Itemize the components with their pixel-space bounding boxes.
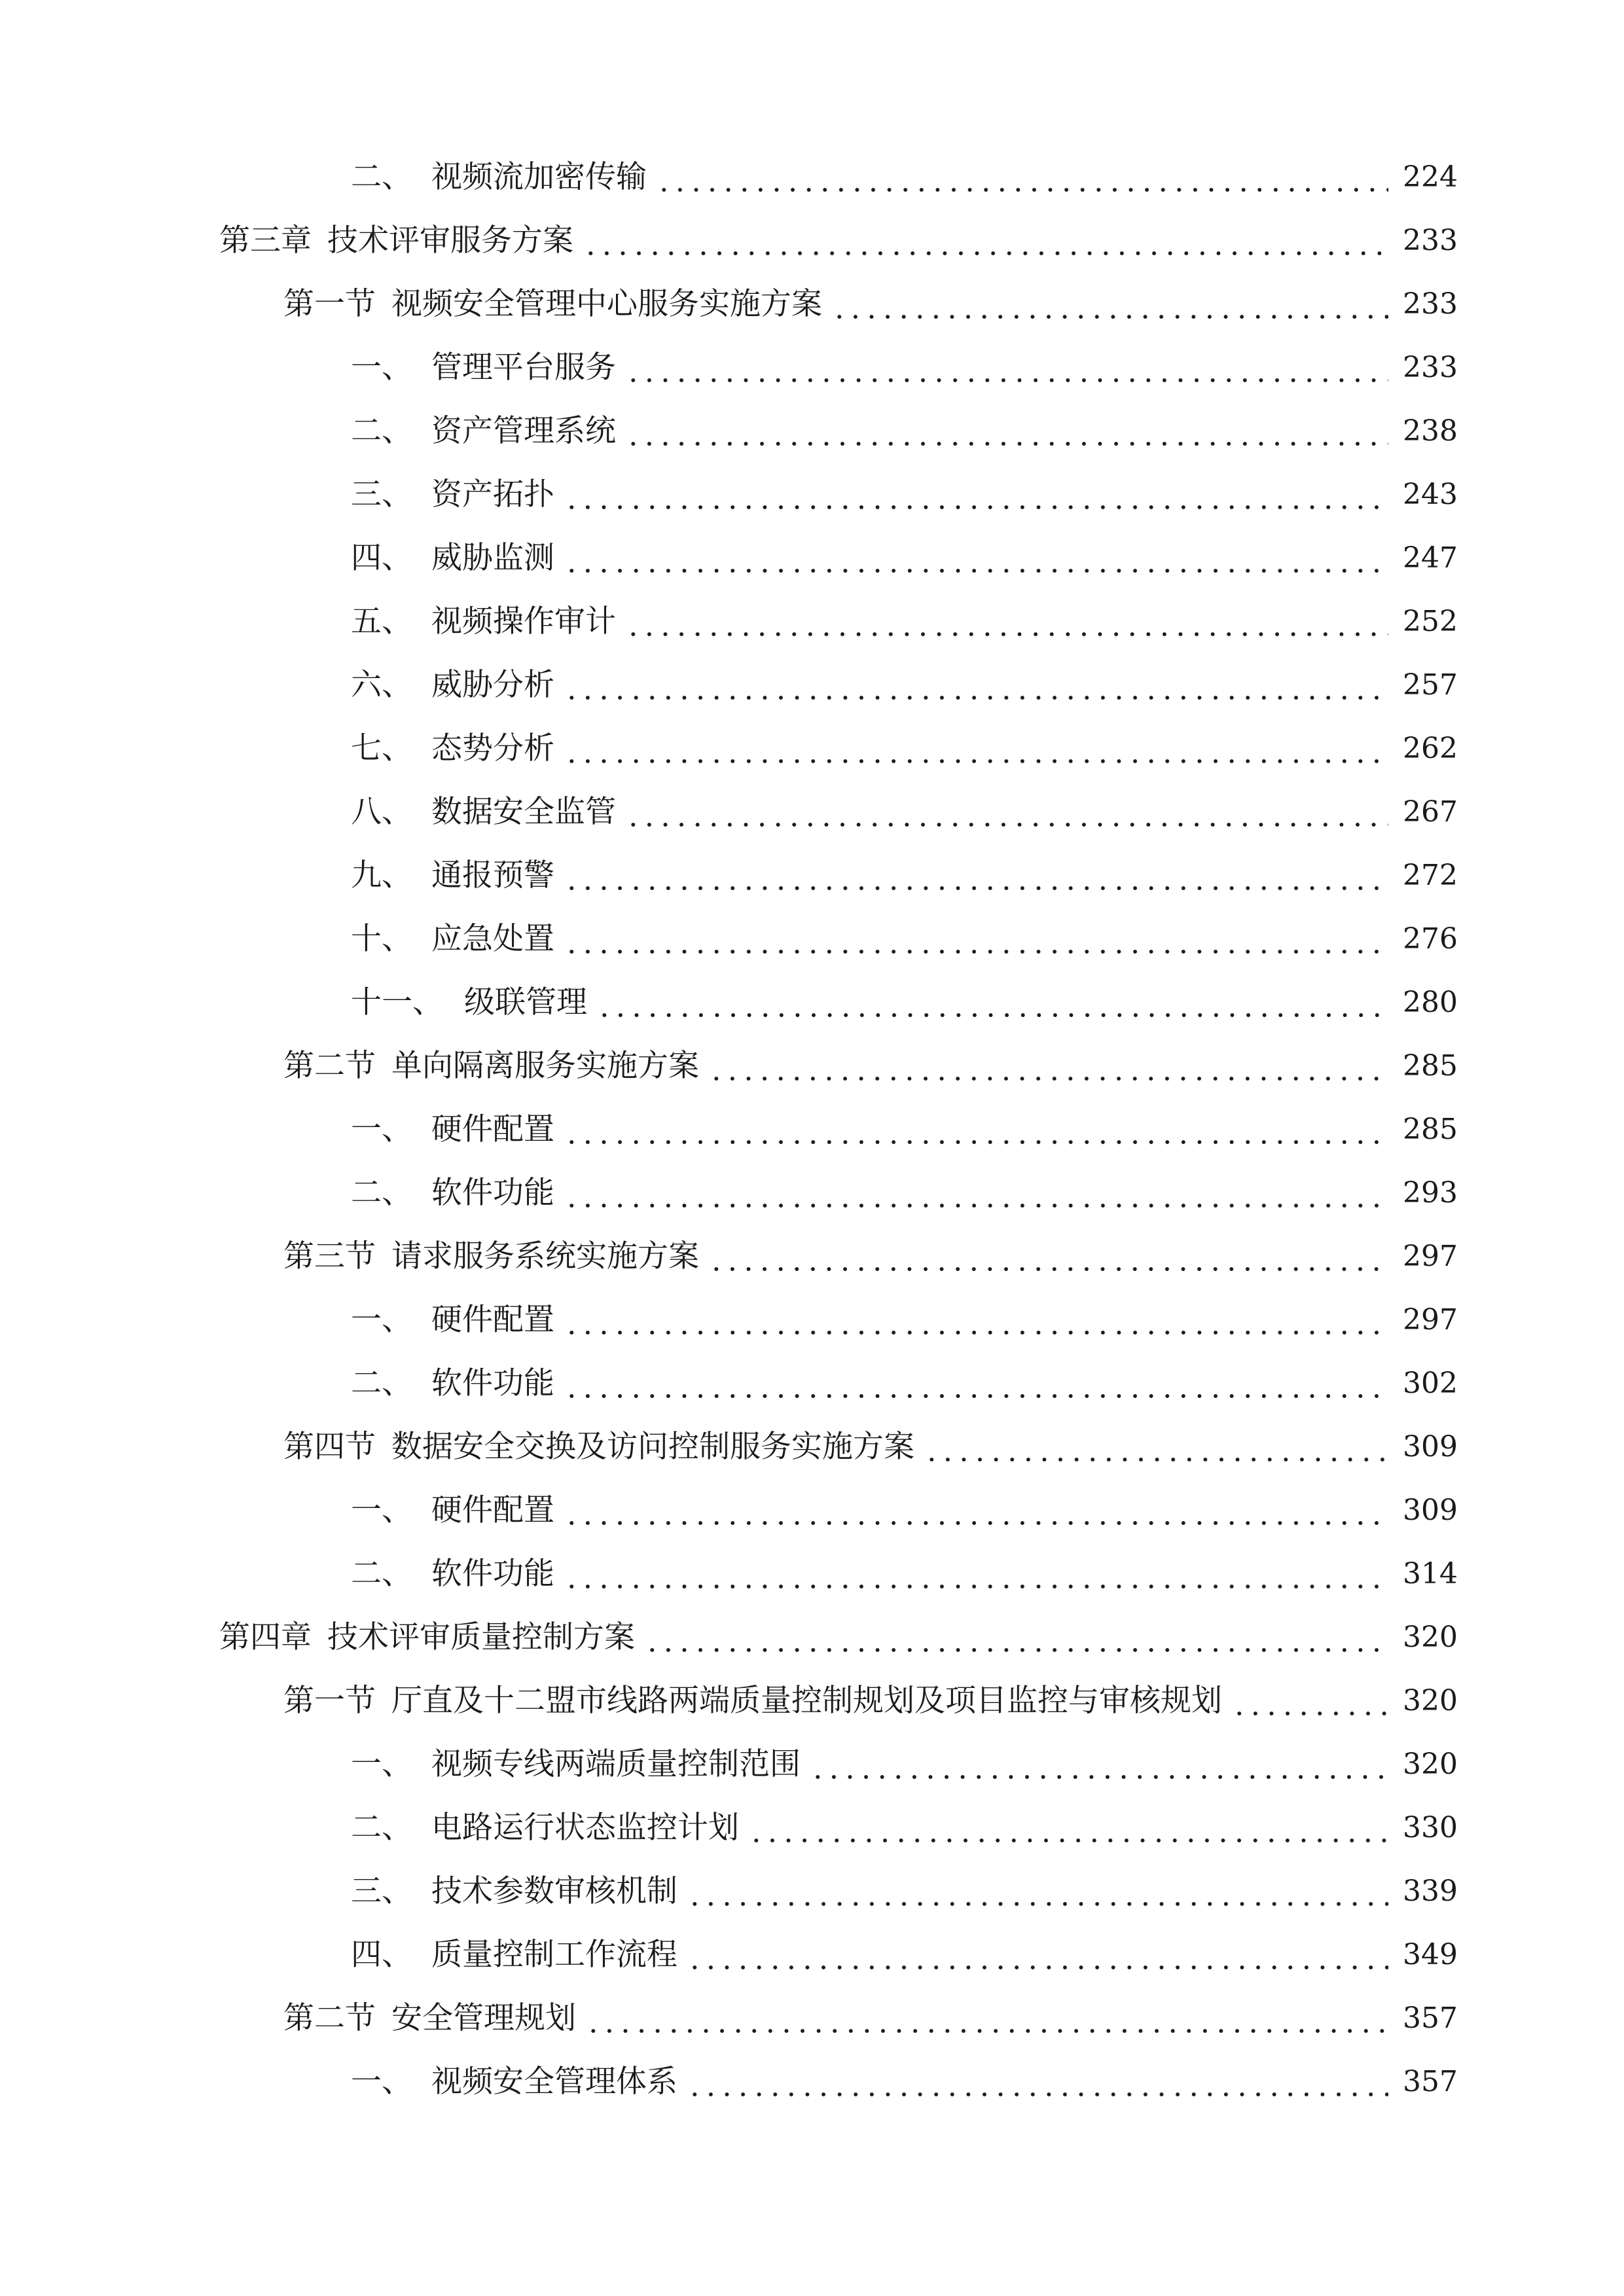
toc-entry-content [351, 1859, 1458, 1923]
toc-entry-content [351, 971, 1458, 1034]
toc-entry-page-number: 314 [1403, 1557, 1458, 1590]
toc-entry[interactable] [0, 1669, 1624, 1732]
toc-entry-title: 视频安全管理中心服务实施方案 [391, 286, 822, 322]
toc-entry-title: 态势分析 [431, 730, 554, 766]
toc-entry-number: 第三节 [283, 1238, 376, 1274]
toc-entry-page-number: 267 [1403, 795, 1458, 829]
toc-entry-title: 视频安全管理体系 [431, 2064, 677, 2100]
toc-entry-content [351, 907, 1458, 971]
toc-dot-leader [810, 1732, 1388, 1796]
toc-entry-content [351, 1542, 1458, 1605]
toc-entry[interactable] [0, 971, 1624, 1034]
toc-entry-number: 七、 [351, 730, 412, 766]
toc-entry-content [351, 1098, 1458, 1161]
toc-entry-page-number: 309 [1403, 1430, 1458, 1463]
toc-entry-number: 第一节 [283, 1683, 376, 1719]
toc-entry-number: 第二节 [283, 1048, 376, 1084]
toc-entry-number: 三、 [351, 476, 412, 512]
toc-entry[interactable] [0, 1288, 1624, 1352]
toc-entry-page-number: 330 [1403, 1811, 1458, 1844]
toc-entry-number: 八、 [351, 794, 412, 830]
toc-entry-title: 视频专线两端质量控制范围 [431, 1746, 801, 1782]
toc-entry-number: 二、 [351, 1810, 412, 1846]
toc-entry[interactable] [0, 1986, 1624, 2050]
toc-entry-page-number: 233 [1403, 224, 1458, 257]
toc-dot-leader [625, 399, 1388, 463]
toc-dot-leader [564, 1161, 1388, 1225]
toc-entry-title: 硬件配置 [431, 1302, 554, 1338]
toc-entry-content [351, 1732, 1458, 1796]
toc-dot-leader [687, 2050, 1388, 2113]
toc-entry-page-number: 320 [1403, 1684, 1458, 1717]
toc-entry-title: 电路运行状态监控计划 [431, 1810, 739, 1846]
toc-entry-title: 管理平台服务 [431, 350, 616, 386]
toc-entry-title: 硬件配置 [431, 1111, 554, 1147]
toc-dot-leader [1231, 1669, 1388, 1732]
toc-entry[interactable] [0, 1923, 1624, 1986]
toc-entry-title: 视频操作审计 [431, 603, 616, 639]
toc-dot-leader [564, 907, 1388, 971]
toc-entry-content [351, 399, 1458, 463]
toc-entry[interactable] [0, 780, 1624, 844]
toc-entry-number: 一、 [351, 1111, 412, 1147]
toc-entry-title: 软件功能 [431, 1175, 554, 1211]
toc-dot-leader [625, 590, 1388, 653]
toc-dot-leader [564, 1288, 1388, 1352]
toc-entry-content [351, 463, 1458, 526]
toc-entry-title: 资产管理系统 [431, 413, 616, 449]
toc-entry-page-number: 357 [1403, 2065, 1458, 2098]
toc-entry-title: 级联管理 [464, 984, 587, 1020]
toc-entry-title: 单向隔离服务实施方案 [391, 1048, 699, 1084]
toc-entry-content [351, 336, 1458, 399]
toc-entry-number: 二、 [351, 413, 412, 449]
toc-dot-leader [564, 526, 1388, 590]
toc-entry-content [283, 1669, 1458, 1732]
toc-dot-leader [708, 1034, 1388, 1098]
toc-dot-leader [924, 1415, 1388, 1479]
toc-entry-page-number: 293 [1403, 1176, 1458, 1210]
toc-entry-number: 第四章 [219, 1619, 312, 1655]
toc-entry-number: 一、 [351, 350, 412, 386]
toc-entry[interactable] [0, 1605, 1624, 1669]
toc-dot-leader [596, 971, 1388, 1034]
toc-entry-title: 应急处置 [431, 921, 554, 957]
toc-entry[interactable] [0, 1352, 1624, 1415]
toc-dot-leader [748, 1796, 1388, 1859]
toc-entry-title: 数据安全交换及访问控制服务实施方案 [391, 1429, 914, 1465]
toc-entry-title: 技术评审服务方案 [327, 223, 573, 259]
toc-entry[interactable] [0, 653, 1624, 717]
toc-entry[interactable] [0, 272, 1624, 336]
toc-dot-leader [708, 1225, 1388, 1288]
toc-entry[interactable] [0, 1542, 1624, 1605]
toc-entry-content [219, 209, 1458, 272]
toc-entry-content [219, 1605, 1458, 1669]
toc-entry[interactable] [0, 1859, 1624, 1923]
toc-entry-page-number: 247 [1403, 541, 1458, 575]
toc-entry-number: 一、 [351, 1746, 412, 1782]
toc-entry-content [351, 780, 1458, 844]
toc-entry-content [283, 1415, 1458, 1479]
toc-entry-page-number: 320 [1403, 1748, 1458, 1781]
toc-entry[interactable] [0, 336, 1624, 399]
toc-entry-title: 安全管理规划 [391, 2000, 576, 2036]
toc-entry-number: 十一、 [351, 984, 443, 1020]
toc-entry-content [351, 145, 1458, 209]
toc-dot-leader [583, 209, 1388, 272]
toc-entry-content [351, 590, 1458, 653]
toc-dot-leader [625, 780, 1388, 844]
toc-entry-page-number: 285 [1403, 1113, 1458, 1146]
toc-entry-content [351, 1796, 1458, 1859]
toc-entry-number: 二、 [351, 1175, 412, 1211]
toc-entry-number: 第四节 [283, 1429, 376, 1465]
toc-entry-page-number: 302 [1403, 1367, 1458, 1400]
toc-entry-number: 三、 [351, 1873, 412, 1909]
toc-entry-number: 第一节 [283, 286, 376, 322]
toc-entry-page-number: 252 [1403, 605, 1458, 638]
toc-entry-content [351, 653, 1458, 717]
toc-entry-number: 四、 [351, 540, 412, 576]
toc-entry-page-number: 297 [1403, 1240, 1458, 1273]
toc-entry-content [351, 1288, 1458, 1352]
toc-entry-page-number: 272 [1403, 859, 1458, 892]
toc-dot-leader [625, 336, 1388, 399]
toc-entry-title: 软件功能 [431, 1365, 554, 1401]
toc-dot-leader [564, 1542, 1388, 1605]
toc-entry-title: 软件功能 [431, 1556, 554, 1592]
toc-entry-page-number: 262 [1403, 732, 1458, 765]
toc-entry-number: 五、 [351, 603, 412, 639]
toc-entry-number: 二、 [351, 1556, 412, 1592]
toc-entry-page-number: 243 [1403, 478, 1458, 511]
toc-entry[interactable] [0, 1225, 1624, 1288]
toc-entry-content [283, 272, 1458, 336]
toc-entry-page-number: 224 [1403, 160, 1458, 194]
toc-entry[interactable] [0, 907, 1624, 971]
toc-entry-number: 六、 [351, 667, 412, 703]
toc-entry-title: 视频流加密传输 [431, 159, 647, 195]
toc-dot-leader [644, 1605, 1388, 1669]
toc-entry-content [351, 717, 1458, 780]
toc-entry[interactable] [0, 209, 1624, 272]
toc-dot-leader [831, 272, 1388, 336]
toc-entry-page-number: 285 [1403, 1049, 1458, 1083]
toc-entry-title: 厅直及十二盟市线路两端质量控制规划及项目监控与审核规划 [391, 1683, 1222, 1719]
toc-entry[interactable] [0, 1161, 1624, 1225]
toc-entry-content [283, 1225, 1458, 1288]
toc-dot-leader [564, 1352, 1388, 1415]
toc-entry[interactable] [0, 526, 1624, 590]
toc-dot-leader [687, 1859, 1388, 1923]
toc-dot-leader [564, 844, 1388, 907]
toc-dot-leader [585, 1986, 1388, 2050]
toc-entry-number: 二、 [351, 159, 412, 195]
toc-entry-number: 第三章 [219, 223, 312, 259]
toc-entry-title: 质量控制工作流程 [431, 1937, 677, 1973]
toc-entry-content [351, 526, 1458, 590]
toc-entry-title: 通报预警 [431, 857, 554, 893]
toc-dot-leader [564, 1098, 1388, 1161]
toc-entry[interactable] [0, 145, 1624, 209]
toc-entry-title: 技术评审质量控制方案 [327, 1619, 635, 1655]
toc-entry-page-number: 357 [1403, 2001, 1458, 2035]
toc-entry[interactable] [0, 2050, 1624, 2113]
toc-entry[interactable] [0, 1479, 1624, 1542]
toc-dot-leader [656, 145, 1388, 209]
toc-entry-page-number: 280 [1403, 986, 1458, 1019]
toc-entry-page-number: 257 [1403, 668, 1458, 702]
toc-entry-title: 威胁分析 [431, 667, 554, 703]
toc-entry[interactable] [0, 1732, 1624, 1796]
toc-entry[interactable] [0, 590, 1624, 653]
toc-dot-leader [564, 653, 1388, 717]
toc-dot-leader [564, 1479, 1388, 1542]
toc-entry-title: 技术参数审核机制 [431, 1873, 677, 1909]
toc-entry[interactable] [0, 717, 1624, 780]
toc-entry-number: 第二节 [283, 2000, 376, 2036]
toc-entry-page-number: 309 [1403, 1494, 1458, 1527]
toc-entry[interactable] [0, 1415, 1624, 1479]
toc-entry-number: 十、 [351, 921, 412, 957]
toc-entry-page-number: 297 [1403, 1303, 1458, 1336]
toc-entry-page-number: 320 [1403, 1621, 1458, 1654]
toc-entry-content [351, 1923, 1458, 1986]
toc-entry-number: 一、 [351, 1492, 412, 1528]
toc-entry-page-number: 233 [1403, 351, 1458, 384]
toc-entry-content [351, 844, 1458, 907]
toc-entry-number: 四、 [351, 1937, 412, 1973]
toc-entry-content [283, 1986, 1458, 2050]
table-of-contents [0, 145, 1624, 2113]
toc-entry-page-number: 349 [1403, 1938, 1458, 1971]
toc-entry-title: 数据安全监管 [431, 794, 616, 830]
toc-entry-page-number: 238 [1403, 414, 1458, 448]
toc-entry-title: 资产拓扑 [431, 476, 554, 512]
toc-entry-number: 一、 [351, 1302, 412, 1338]
toc-dot-leader [564, 463, 1388, 526]
toc-dot-leader [564, 717, 1388, 780]
toc-dot-leader [687, 1923, 1388, 1986]
toc-entry-content [283, 1034, 1458, 1098]
toc-entry-page-number: 276 [1403, 922, 1458, 956]
toc-entry[interactable] [0, 399, 1624, 463]
toc-entry-title: 硬件配置 [431, 1492, 554, 1528]
toc-entry-content [351, 1352, 1458, 1415]
toc-entry-content [351, 1161, 1458, 1225]
toc-entry[interactable] [0, 1034, 1624, 1098]
toc-entry[interactable] [0, 1098, 1624, 1161]
toc-entry-content [351, 2050, 1458, 2113]
toc-entry-title: 威胁监测 [431, 540, 554, 576]
toc-entry[interactable] [0, 844, 1624, 907]
toc-entry-number: 二、 [351, 1365, 412, 1401]
toc-entry-number: 九、 [351, 857, 412, 893]
toc-entry[interactable] [0, 1796, 1624, 1859]
toc-entry-title: 请求服务系统实施方案 [391, 1238, 699, 1274]
toc-entry-page-number: 339 [1403, 1874, 1458, 1908]
toc-entry[interactable] [0, 463, 1624, 526]
toc-entry-page-number: 233 [1403, 287, 1458, 321]
toc-entry-content [351, 1479, 1458, 1542]
toc-entry-number: 一、 [351, 2064, 412, 2100]
